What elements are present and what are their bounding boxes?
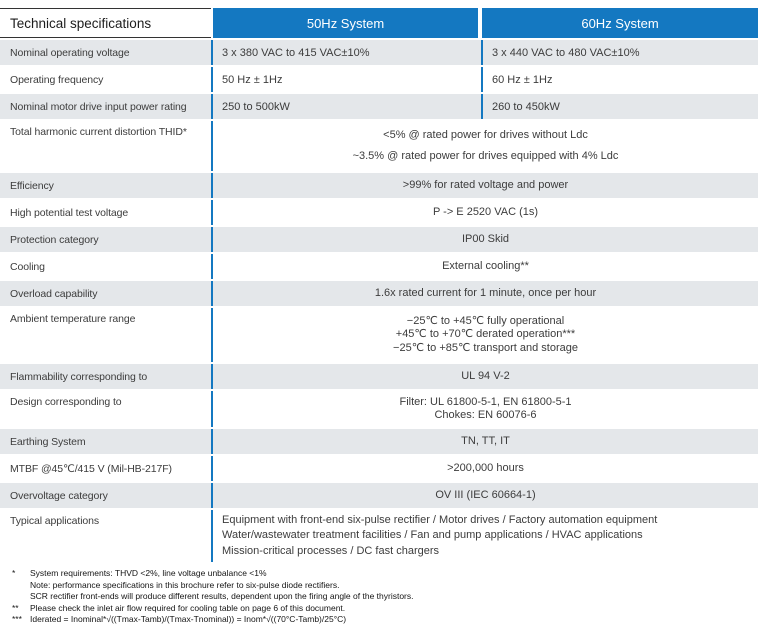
row-values (211, 94, 758, 119)
footnote-marker: ** (12, 602, 19, 613)
row-span-value (211, 456, 758, 481)
column-header-50hz: 50Hz System (213, 8, 478, 38)
footnotes (0, 568, 758, 626)
row-label: Nominal operating voltage (10, 46, 130, 59)
table-row-protection-category (0, 227, 758, 252)
row-span-value (211, 364, 758, 389)
row-label: Design corresponding to (10, 396, 122, 408)
span-line: Filter: UL 61800-5-1, EN 61800-5-1 (399, 395, 572, 408)
row-span-value (211, 281, 758, 306)
footnote-marker: * (12, 568, 16, 578)
footnote-text: Note: performance specifications in this brochure refer to six-pulse diode rectifiers. (30, 579, 340, 590)
footnote-line (12, 580, 758, 592)
span-line: ~3.5% @ rated power for drives equipped with 4% Ldc (352, 150, 619, 162)
span-line: −25℃ to +45℃ fully operational (406, 314, 565, 327)
table-title: Technical specifications (0, 8, 211, 38)
table-row-efficiency (0, 173, 758, 198)
footnote-marker (12, 580, 30, 592)
row-label: Overvoltage category (10, 489, 108, 502)
table-row-flammability (0, 364, 758, 389)
span-line: Water/wastewater treatment facilities / Fan and pump applications / HVAC applications (222, 529, 643, 542)
row-values (211, 40, 758, 65)
span-line: OV III (IEC 60664-1) (435, 488, 536, 501)
span-line: External cooling** (442, 259, 529, 272)
table-row-overload-capability (0, 281, 758, 306)
table-row-operating-frequency (0, 67, 758, 92)
footnote-text: Iderated = Inominal*√((Tmax-Tamb)/(Tmax-Tnominal)) = Inom*√((70°C-Tamb)/25°C) (30, 614, 347, 624)
footnote-marker: *** (12, 614, 22, 624)
row-span-value (211, 227, 758, 252)
span-line: −25℃ to +85℃ transport and storage (393, 341, 578, 354)
table-row-nominal-operating-voltage (0, 40, 758, 65)
row-label: Nominal motor drive input power rating (10, 100, 187, 113)
value-60hz: 260 to 450kW (481, 94, 758, 119)
table-row-cooling (0, 254, 758, 279)
column-header-60hz: 60Hz System (482, 8, 758, 38)
span-line: IP00 Skid (461, 232, 510, 245)
table-row-earthing-system (0, 429, 758, 454)
value-50hz: 250 to 500kW (222, 100, 290, 113)
span-line: >99% for rated voltage and power (402, 178, 569, 191)
footnote-text: Please check the inlet air flow required for cooling table on page 6 of this document. (30, 602, 346, 613)
spec-table (0, 8, 758, 562)
row-label: MTBF @45℃/415 V (Mil-HB-217F) (10, 462, 172, 475)
table-row-overvoltage-category (0, 483, 758, 508)
value-50hz: 3 x 380 VAC to 415 VAC±10% (222, 46, 370, 59)
row-label: Flammability corresponding to (10, 370, 148, 383)
span-line: >200,000 hours (447, 461, 524, 474)
table-row-ambient-temperature-range (0, 308, 758, 362)
footnote-text: System requirements: THVD <2%, line voltage unbalance <1% (30, 568, 267, 578)
row-span-value (211, 254, 758, 279)
row-span-value (211, 391, 758, 427)
span-line: Equipment with front-end six-pulse rectifier / Motor drives / Factory automation equipment (222, 513, 658, 526)
value-60hz: 60 Hz ± 1Hz (481, 67, 758, 92)
row-values (211, 67, 758, 92)
row-label: Protection category (10, 233, 99, 246)
span-line: <5% @ rated power for drives without Ldc (383, 129, 588, 141)
row-label: Operating frequency (10, 73, 104, 86)
table-row-mtbf (0, 456, 758, 481)
row-span-value (211, 429, 758, 454)
row-label: Cooling (10, 260, 45, 273)
span-line: TN, TT, IT (461, 434, 510, 447)
footnote-line (12, 614, 758, 626)
table-row-thid (0, 121, 758, 171)
row-span-value (211, 200, 758, 225)
row-span-value (211, 510, 758, 562)
span-line: +45℃ to +70℃ derated operation*** (395, 328, 576, 341)
row-label: Efficiency (10, 179, 54, 192)
row-label: Overload capability (10, 287, 98, 300)
row-span-value (211, 173, 758, 198)
row-span-value (211, 483, 758, 508)
footnote-line (12, 568, 758, 580)
table-row-high-potential-test-voltage (0, 200, 758, 225)
table-row-design-corresponding-to (0, 391, 758, 427)
footnote-line (12, 603, 758, 615)
span-line: P -> E 2520 VAC (1s) (432, 205, 539, 218)
footnote-marker (12, 591, 30, 603)
row-span-value (211, 308, 758, 362)
row-label: Earthing System (10, 435, 86, 448)
row-label: Ambient temperature range (10, 313, 136, 325)
table-row-typical-applications (0, 510, 758, 562)
span-line: Chokes: EN 60076-6 (434, 409, 537, 421)
span-line: 1.6x rated current for 1 minute, once per hour (374, 286, 597, 299)
footnote-text: SCR rectifier front-ends will produce different results, dependent upon the firing angle of the thyristors. (30, 591, 414, 601)
value-60hz: 3 x 440 VAC to 480 VAC±10% (481, 40, 758, 65)
value-50hz: 50 Hz ± 1Hz (222, 73, 283, 86)
span-line: UL 94 V-2 (461, 369, 510, 382)
span-line: Mission-critical processes / DC fast chargers (222, 544, 440, 557)
table-header-row (0, 8, 758, 38)
row-label: Typical applications (10, 515, 100, 527)
row-label: High potential test voltage (10, 206, 129, 219)
footnote-line (12, 591, 758, 603)
row-label: Total harmonic current distortion THID* (10, 126, 187, 138)
table-row-nominal-motor-drive-input-power-rating (0, 94, 758, 119)
row-span-value (211, 121, 758, 171)
